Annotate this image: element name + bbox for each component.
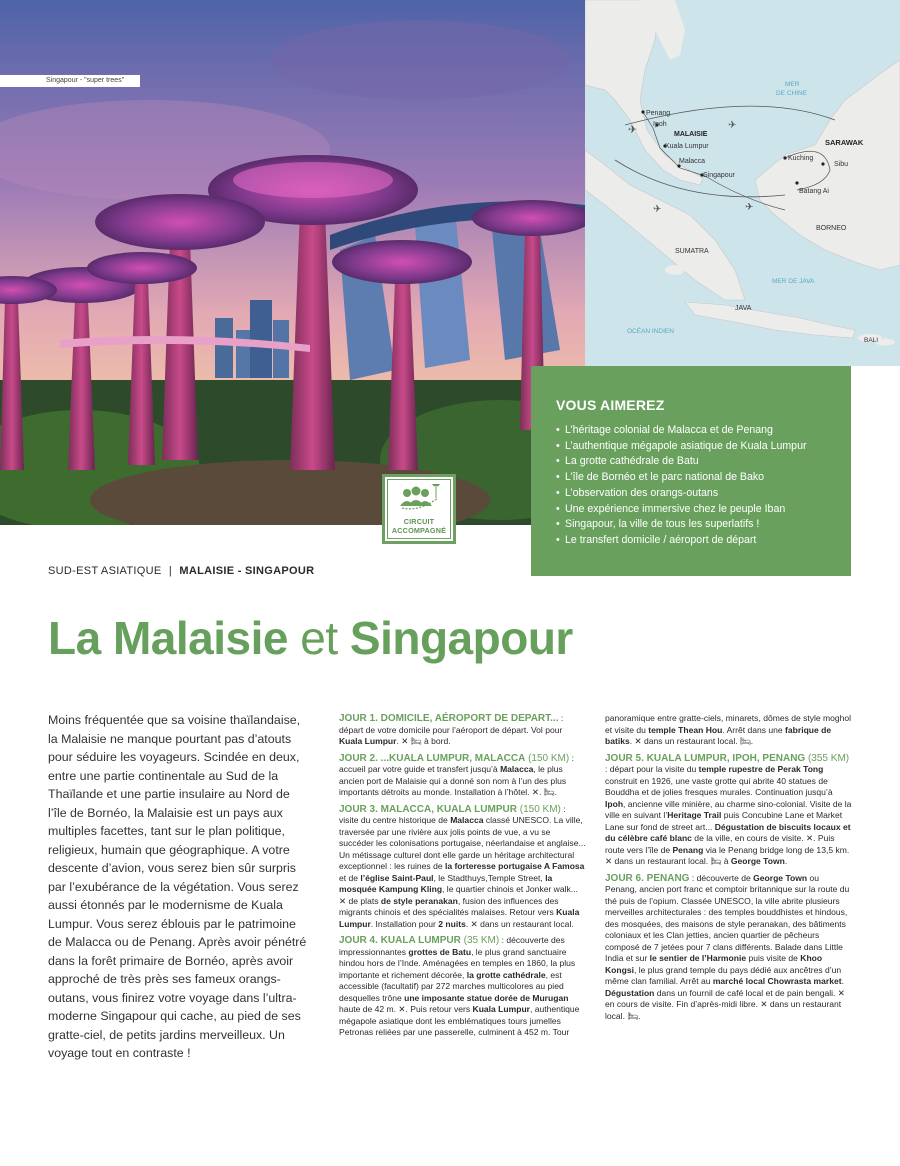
day-highlight: Malacca bbox=[450, 815, 484, 825]
day-highlight: l’église Saint-Paul bbox=[360, 872, 434, 883]
map-label-kuala-lumpur: Kuala Lumpur bbox=[665, 143, 709, 150]
highlight-item: • L’île de Bornéo et le parc national de Bako bbox=[556, 470, 829, 486]
day-text: , le Stadthuys,Temple Street, bbox=[433, 872, 546, 883]
day-highlight: temple rupestre de Perak Tong bbox=[698, 764, 824, 774]
title-part3: Singapour bbox=[349, 612, 573, 664]
day-text: . ✕ dans un restaurant local. 🛏. bbox=[629, 736, 754, 746]
svg-text:✈: ✈ bbox=[745, 202, 754, 213]
page-title bbox=[48, 611, 573, 665]
day-highlight: fabrique de batiks bbox=[605, 724, 832, 746]
map-label-sea-china-2: DE CHINE bbox=[776, 90, 808, 97]
highlight-item: • L’authentique mégapole asiatique de Kuala Lumpur bbox=[556, 439, 829, 455]
map-label-malacca: Malacca bbox=[679, 158, 706, 165]
title-part1: La Malaisie bbox=[48, 612, 288, 664]
day-text: , le quartier chinois et Jonker walk... ✕ de plats bbox=[339, 884, 578, 906]
map-label-penang: Penang bbox=[646, 110, 671, 117]
title-part2: et bbox=[300, 612, 338, 664]
day-text: : accueil par votre guide et transfert jusqu’à bbox=[339, 752, 574, 774]
map-label-bali: BALI bbox=[864, 337, 879, 344]
day-text: , le plus ancien port de Malaisie qui a donné son nom à l’un des plus importants détroits au monde. Installation à l’hôtel. ✕. 🛏. bbox=[339, 764, 567, 797]
day-highlight: grottes de Batu bbox=[408, 946, 472, 957]
day-highlight: temple Thean Hou bbox=[648, 724, 723, 735]
map-label-sibu: Sibu bbox=[834, 161, 849, 168]
day-distance: (355 KM) bbox=[805, 752, 850, 764]
day-highlight: de style peranakan bbox=[380, 895, 458, 906]
map-label-malaisie: MALAISIE bbox=[674, 131, 708, 138]
map-label-java: JAVA bbox=[735, 305, 752, 312]
map-label-sumatra: SUMATRA bbox=[675, 248, 709, 255]
map-label-singapour: Singapour bbox=[703, 172, 735, 179]
svg-text:✈: ✈ bbox=[728, 120, 737, 131]
day-text: . bbox=[784, 856, 788, 866]
map-label-ocean-indien: OCÉAN INDIEN bbox=[627, 328, 674, 335]
map-label-sea-china-1: MER bbox=[785, 81, 800, 88]
day-text: : découverte de bbox=[689, 872, 754, 883]
day-text: ou Penang, ancien port franc et comptoir britannique sur la route du thé puis de l’opium. Classée UNESCO, la ville abrite plusieurs merveilles architecturales : des temples bouddhistes et hindous, des mosquées, des maisons de style peranakan, des bâtiments coloniaux et les Clan jetties, ancien quartier de pêcheurs composé de 7 jetées pour 7 clans différents. Balade dans Little India et sur bbox=[605, 872, 850, 963]
day-text: . ✕ 🛏 à bord. bbox=[396, 736, 451, 746]
day-highlight: Kuala Lumpur bbox=[339, 907, 580, 929]
day-highlight: Heritage Trail bbox=[667, 810, 722, 820]
day-highlight: Malacca bbox=[500, 764, 534, 774]
day-2 bbox=[339, 753, 587, 799]
day-highlight: marché local Chowrasta market bbox=[712, 976, 842, 986]
badge-line2: ACCOMPAGNÉ bbox=[391, 526, 447, 535]
guided-tour-badge bbox=[382, 474, 456, 544]
day-text: dans un fournil de café local et de pain bengali. ✕ en cours de visite. Fin d’après-midi libre. ✕ dans un restaurant local. 🛏. bbox=[605, 987, 845, 1021]
day-text: via le Penang bridge long de 13,5 km. ✕ dans un restaurant local. 🛏 à bbox=[605, 844, 850, 866]
day-heading: JOUR 1. DOMICILE, AÉROPORT DE DEPART... bbox=[339, 713, 559, 724]
day-1 bbox=[339, 713, 587, 748]
highlight-item: • L’observation des orangs-outans bbox=[556, 486, 829, 502]
day-text: , fusion des influences des migrants chinois et des spécialités malaises. Retour vers bbox=[339, 895, 559, 917]
itinerary-column-2 bbox=[605, 713, 853, 1027]
badge-line1: CIRCUIT bbox=[403, 517, 435, 526]
map-label-borneo: BORNEO bbox=[816, 225, 847, 232]
day-text: : découverte des impressionnantes bbox=[339, 935, 565, 957]
day-text: . ✕ dans un restaurant local. bbox=[465, 918, 574, 929]
day-heading bbox=[339, 753, 569, 764]
day-highlight: 2 nuits bbox=[438, 918, 466, 929]
day-text: de la ville, en cours de visite. ✕. Puis route vers l’île de bbox=[605, 833, 835, 855]
map-label-sarawak: SARAWAK bbox=[825, 138, 864, 147]
day-distance: (150 KM) bbox=[525, 752, 570, 764]
day-highlight: Kuala Lumpur bbox=[472, 1004, 530, 1014]
day-text: : visite du centre historique de bbox=[339, 803, 566, 825]
day-text: puis visite de bbox=[746, 953, 801, 963]
day-heading-text: JOUR 4. KUALA LUMPUR bbox=[339, 935, 461, 946]
day-highlight: Kuala Lumpur bbox=[339, 736, 397, 746]
day-heading-text: JOUR 5. KUALA LUMPUR, IPOH, PENANG bbox=[605, 752, 806, 764]
day-highlight: la grotte cathédrale bbox=[466, 969, 546, 980]
day-text: : départ de votre domicile pour l’aéroport de départ. Vol pour bbox=[339, 713, 564, 735]
day-6 bbox=[605, 873, 853, 1023]
highlight-item: • L’héritage colonial de Malacca et de Penang bbox=[556, 423, 829, 439]
itinerary-column-1 bbox=[339, 713, 587, 1044]
category-countries: MALAISIE - SINGAPOUR bbox=[179, 565, 315, 577]
day-text: , le plus grand sanctuaire hindou hors de l’Inde. Aménagées en temples en 1860, la plus importante et richement décorée, bbox=[339, 946, 576, 980]
day-heading-text: JOUR 2. ...KUALA LUMPUR, MALACCA bbox=[339, 752, 526, 764]
day-text: construit en 1926, une vaste grotte qui abrite 40 statues de Bouddha et de jolies fresques murales. Continuation jusqu’à bbox=[605, 775, 833, 797]
map-label-ipoh: Ipoh bbox=[653, 121, 667, 128]
day-highlight: Khoo Kongsi bbox=[605, 953, 823, 975]
day-heading bbox=[605, 753, 849, 764]
day-heading: JOUR 6. PENANG bbox=[605, 872, 690, 884]
highlights-list bbox=[556, 423, 829, 549]
photo-caption: Singapour - "super trees" bbox=[0, 75, 140, 87]
day-highlight: Ipoh bbox=[605, 798, 624, 809]
highlight-item: • Singapour, la ville de tous les superlatifs ! bbox=[556, 517, 829, 533]
svg-text:✈: ✈ bbox=[653, 204, 662, 215]
day-highlight: le sentier de l’Harmonie bbox=[649, 953, 747, 963]
day-heading bbox=[339, 935, 499, 946]
day-distance: (35 KM) bbox=[460, 935, 500, 946]
day-text: , est accessible (facultatif) par 272 marches multicolores au pied desquelles trône bbox=[339, 969, 564, 1003]
category-region: SUD-EST ASIATIQUE bbox=[48, 565, 162, 577]
supertrees-photo bbox=[0, 0, 585, 525]
day-text: , authentique mégapole asiatique dont les emblématiques tours jumelles Petronas reliées par une passerelle, culminent à 452 m. Tour bbox=[339, 1004, 580, 1037]
day-text: panoramique entre gratte-ciels, minarets, dômes de style moghol et visite du bbox=[605, 713, 852, 735]
highlight-item: • Une expérience immersive chez le peuple Iban bbox=[556, 502, 829, 518]
day-text: . bbox=[841, 976, 844, 986]
map-label-batang-ai: Batang Ai bbox=[799, 188, 829, 195]
day-text: , ancienne ville minière, au charme sino-colonial. Visite de la ville en suivant l’ bbox=[605, 798, 852, 820]
day-heading-text: JOUR 3. MALACCA, KUALA LUMPUR bbox=[339, 803, 517, 815]
day-4-continued bbox=[605, 713, 853, 748]
day-heading bbox=[339, 804, 561, 815]
day-highlight: Dégustation bbox=[605, 987, 655, 998]
day-3 bbox=[339, 804, 587, 931]
map-label-kuching: Kuching bbox=[788, 155, 814, 162]
highlights-title: VOUS AIMEREZ bbox=[556, 397, 665, 413]
day-text: puis Concubine Lane et Market Lane sur fond de street art... bbox=[605, 810, 843, 832]
breadcrumb bbox=[48, 565, 314, 577]
day-text: et de bbox=[339, 872, 361, 883]
svg-text:✈: ✈ bbox=[628, 123, 638, 136]
day-highlight: George Town bbox=[753, 872, 808, 883]
day-5 bbox=[605, 753, 853, 868]
map-label-mer-java: MER DE JAVA bbox=[772, 278, 815, 285]
day-distance: (150 KM) bbox=[516, 803, 561, 815]
highlights-box bbox=[531, 366, 851, 576]
day-highlight: la forteresse portugaise A Famosa bbox=[444, 861, 585, 871]
group-travel-icon bbox=[394, 484, 444, 512]
day-highlight: George Town bbox=[730, 856, 785, 866]
day-highlight: Penang bbox=[672, 844, 704, 855]
day-text: classé UNESCO. La ville, traversée par une rivière aux jolis points de vue, a vu se succéder les colonisations portugaise, néerlandaise et anglaise... Un métissage culturel dont elle garde un héritage architectural exceptionnel : les ruines de bbox=[339, 815, 586, 871]
day-text: haute de 42 m. ✕. Puis retour vers bbox=[339, 1004, 473, 1014]
highlight-item: • Le transfert domicile / aéroport de départ bbox=[556, 533, 829, 549]
route-map bbox=[585, 0, 900, 366]
day-highlight: Dégustation de biscuits locaux et du célèbre café blanc bbox=[605, 821, 851, 843]
day-highlight: une imposante statue dorée de Murugan bbox=[404, 992, 569, 1003]
day-text: : départ pour la visite du bbox=[605, 764, 699, 774]
highlight-item: • La grotte cathédrale de Batu bbox=[556, 454, 829, 470]
day-4 bbox=[339, 935, 587, 1039]
intro-paragraph: Moins fréquentée que sa voisine thaïlandaise, la Malaisie ne manque pourtant pas d’atouts pour séduire les voyageurs. Scindée en deux, entre une partie continentale au Sud de la Thaïlande et une partie insulaire au Nord de l’île de Bornéo, la Malaisie est un pays aux multiples facettes, tant sur le plan politique, religieux, humain que géographique. A votre descente d’avion, vous serez bien sûr surpris par l’exubérance de la végétation. Vous serez aussi étonnés par le modernisme de Kuala Lumpur. Vous serez éblouis par le patrimoine de Malacca ou de Penang. Après avoir pénétré dans la forêt primaire de Bornéo, après avoir approché de très près ses fameux orangs- outans, vous finirez votre voyage dans l’ultra-moderne Singapour qui cache, au pied de ses gratte-ciel, de petits jardins merveilleux. Un voyage tout en contraste ! bbox=[48, 713, 307, 1060]
day-highlight: la mosquée Kampung Kling bbox=[339, 872, 553, 894]
day-text: , le plus grand temple du pays dédié aux ancêtres d’un même clan familial. Arrêt au bbox=[605, 964, 842, 986]
day-text: . Arrêt dans une bbox=[722, 724, 786, 735]
day-text: . Installation pour bbox=[370, 918, 439, 929]
category-separator: | bbox=[168, 565, 173, 577]
